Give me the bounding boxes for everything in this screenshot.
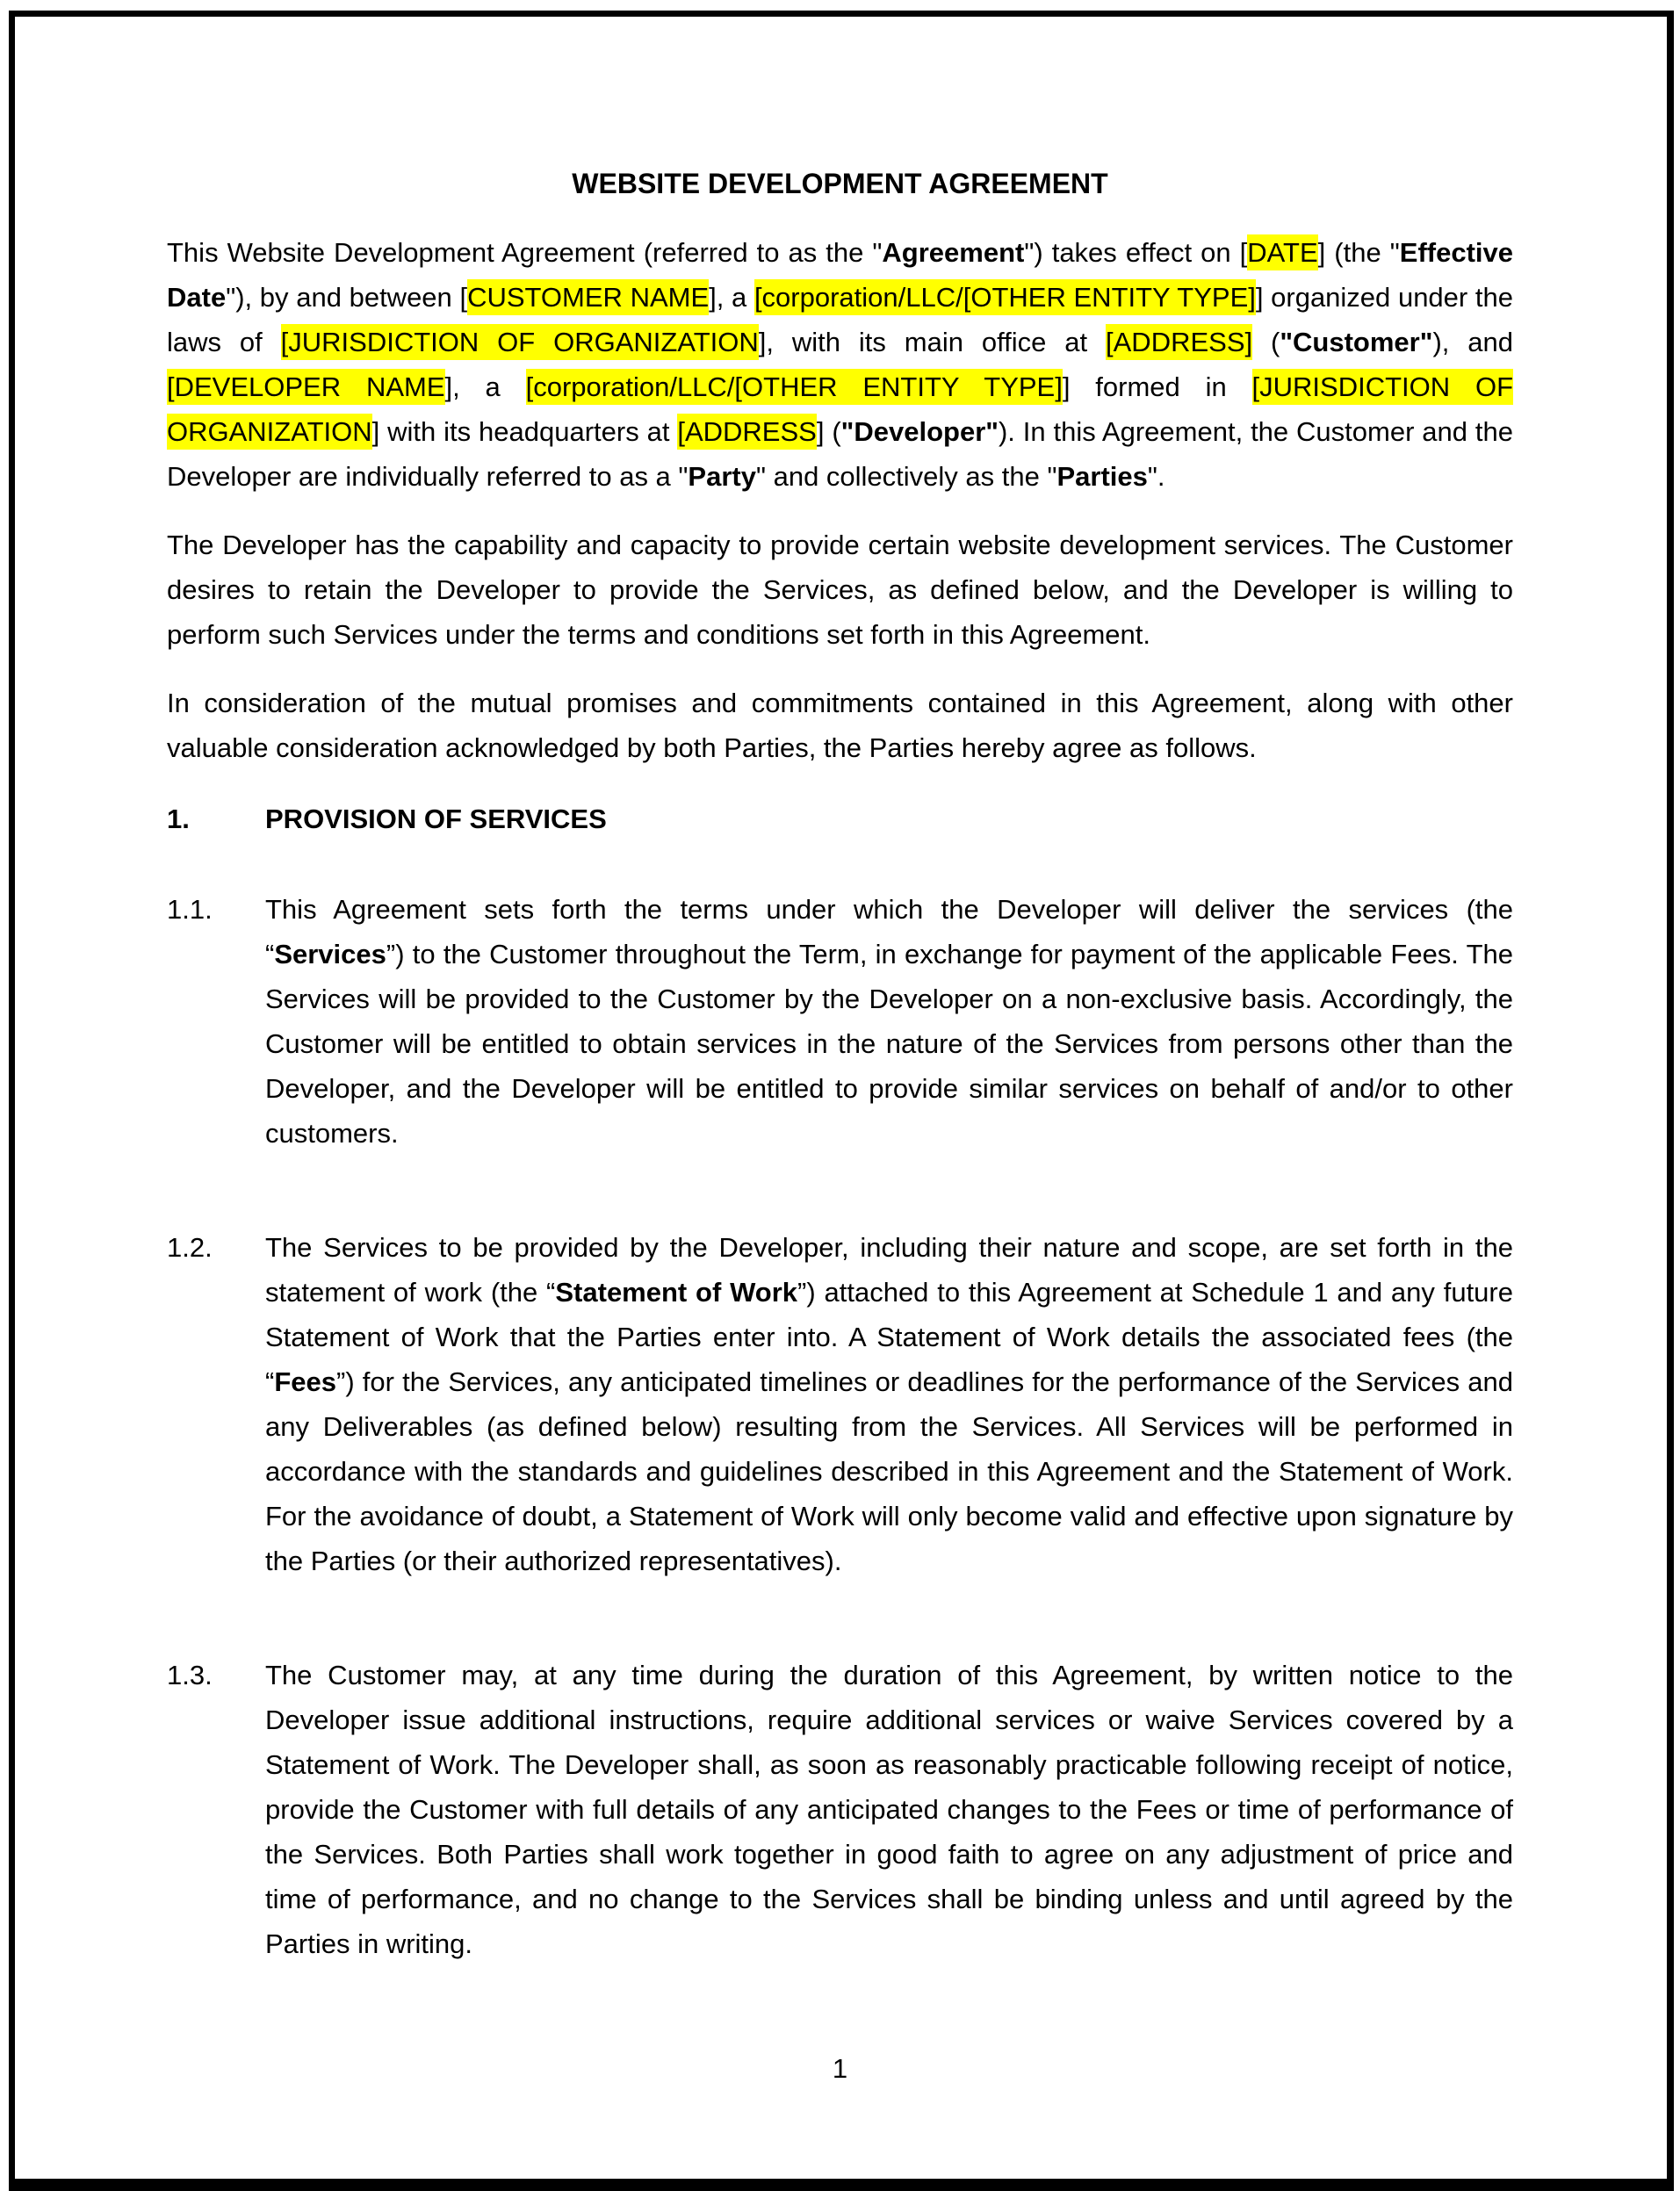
text-run: [DEVELOPER NAME — [167, 369, 445, 405]
text-run: This Agreement sets forth the terms under which the Developer will deliver the services (the “ — [265, 894, 1513, 969]
text-run: ] with its headquarters at — [371, 416, 678, 447]
text-run: Fees — [274, 1366, 336, 1397]
intro-paragraph-3 — [167, 681, 1513, 770]
text-run: "), by and between [ — [226, 282, 468, 313]
text-run: This Website Development Agreement (referred to as the " — [167, 237, 883, 268]
text-run: ". — [1147, 461, 1165, 492]
text-run: "Developer" — [840, 416, 999, 447]
text-run: Effective Date — [167, 237, 1513, 313]
text-run: ”) for the Services, any anticipated timelines or deadlines for the performance of the Services and any Deliverables (as defined below) resulting from the Services. All Services will be performed in accordance with the standards and guidelines described in this Agreement and the Statement of Work. For the avoidance of doubt, a Statement of Work will only become valid and effective upon signature by the Parties (or their authorized representatives). — [265, 1366, 1513, 1576]
clause-1-2 — [167, 1225, 1513, 1583]
text-run: ] ( — [816, 416, 841, 447]
clause-1-1 — [167, 887, 1513, 1156]
text-run: Parties — [1056, 461, 1148, 492]
text-run: ] organized under the laws of — [167, 282, 1513, 357]
clause-1-2-text — [265, 1225, 1513, 1583]
text-run: ( — [1252, 327, 1280, 357]
clause-1-1-text — [265, 887, 1513, 1156]
text-run: ], a — [709, 282, 754, 313]
text-run: ], a — [444, 371, 526, 402]
text-run: The Services to be provided by the Developer, including their nature and scope, are set forth in the statement of work (the “ — [265, 1232, 1513, 1308]
text-run: ] (the " — [1317, 237, 1400, 268]
page-number: 1 — [832, 2053, 848, 2084]
text-run: [JURISDICTION OF ORGANIZATION — [167, 369, 1513, 450]
text-run: The Customer may, at any time during the duration of this Agreement, by written notice to the Developer issue additional instructions, require additional services or waive Services covered by a Statement of Work. The Developer shall, as soon as reasonably practicable following receipt of notice, provide the Customer with full details of any anticipated changes to the Fees or time of performance of the Services. Both Parties shall work together in good faith to agree on any adjustment of price and time of performance, and no change to the Services shall be binding unless and until agreed by the Parties in writing. — [265, 1660, 1513, 1959]
text-run: [ADDRESS — [677, 414, 816, 450]
text-run: ). In this Agreement, the Customer and the Developer are individually referred to as a " — [167, 416, 1513, 492]
text-run: ), and — [1432, 327, 1513, 357]
text-run: In consideration of the mutual promises and commitments contained in this Agreement, along with other valuable consideration acknowledged by both Parties, the Parties hereby agree as follows. — [167, 688, 1513, 763]
intro-paragraph-1 — [167, 230, 1513, 499]
text-run: DATE — [1247, 234, 1317, 270]
section-number: 1. — [167, 804, 190, 834]
text-run: ”) attached to this Agreement at Schedule 1 and any future Statement of Work that the Parties enter into. A Statement of Work details the associated fees (the “ — [265, 1277, 1513, 1397]
text-run: ], with its main office at — [758, 327, 1107, 357]
text-run: Agreement — [882, 237, 1025, 268]
text-run: Statement of Work — [555, 1277, 798, 1308]
text-run: [JURISDICTION OF ORGANIZATION — [281, 324, 759, 360]
text-run: " and collectively as the " — [755, 461, 1057, 492]
intro-paragraph-2 — [167, 523, 1513, 657]
text-run: Services — [274, 939, 386, 969]
text-run: [corporation/LLC/[OTHER ENTITY TYPE] — [526, 369, 1063, 405]
text-run: "Customer" — [1280, 327, 1433, 357]
clause-1-3-number: 1.3. — [167, 1660, 213, 1690]
clause-1-3-text — [265, 1653, 1513, 1966]
clause-1-2-number: 1.2. — [167, 1232, 213, 1263]
document-title: WEBSITE DEVELOPMENT AGREEMENT — [572, 168, 1108, 199]
text-run: ] formed in — [1062, 371, 1252, 402]
text-run: [ADDRESS] — [1106, 324, 1252, 360]
text-run: [corporation/LLC/[OTHER ENTITY TYPE] — [754, 279, 1256, 315]
section-heading-text: PROVISION OF SERVICES — [265, 804, 607, 834]
clause-1-1-number: 1.1. — [167, 894, 213, 925]
page-content — [167, 0, 1513, 2036]
text-run: The Developer has the capability and capacity to provide certain website development services. The Customer desires to retain the Developer to provide the Services, as defined below, and the Developer is willing to perform such Services under the terms and conditions set forth in this Agreement. — [167, 530, 1513, 650]
section-heading — [167, 796, 1513, 841]
text-run: ”) to the Customer throughout the Term, in exchange for payment of the applicable Fees. The Services will be provided to the Customer by the Developer on a non-exclusive basis. Accordingly, the Customer will be entitled to obtain services in the nature of the Services from persons other than the Developer, and the Developer will be entitled to provide similar services on behalf of and/or to other customers. — [265, 939, 1513, 1149]
text-run: ") takes effect on [ — [1024, 237, 1248, 268]
text-run: CUSTOMER NAME — [467, 279, 709, 315]
clause-1-3 — [167, 1653, 1513, 1966]
page-footer — [0, 2046, 1680, 2091]
text-run: Party — [688, 461, 756, 492]
